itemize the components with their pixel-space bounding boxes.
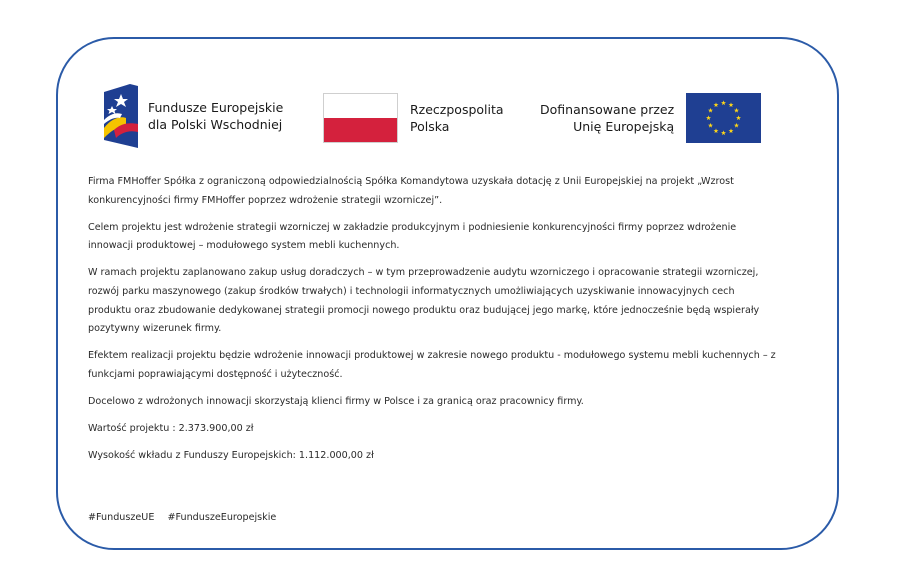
eu-line2: Unię Europejską bbox=[573, 119, 675, 134]
eu-line1: Dofinansowane przez bbox=[540, 102, 675, 117]
hashtags bbox=[88, 509, 276, 527]
paragraph-goal: Celem projektu jest wdrożenie strategii wzorniczej w zakładzie produkcyjnym i podniesienie konkurencyjności firmy poprzez wdrożenie innowacji produktowej – modułowego system mebli kuchennych. bbox=[88, 221, 737, 252]
paragraph-beneficiaries: Docelowo z wdrożonych innowacji skorzystają klienci firmy w Polsce i za granicą oraz pracownicy firmy. bbox=[88, 395, 584, 407]
project-description bbox=[88, 173, 778, 474]
rp-line1: Rzeczpospolita bbox=[410, 102, 504, 117]
fe-line1: Fundusze Europejskie bbox=[148, 100, 284, 115]
paragraph-effect: Efektem realizacji projektu będzie wdrożenie innowacji produktowej w zakresie nowego produktu - modułowego systemu mebli kuchennych – z funkcjami poprawiającymi dostępność i użyteczność. bbox=[88, 350, 776, 380]
eu-contribution: Wysokość wkładu z Funduszy Europejskich: 1.112.000,00 zł bbox=[88, 450, 374, 462]
polish-flag-icon bbox=[323, 93, 398, 143]
eu-flag-icon bbox=[686, 93, 761, 143]
rzeczpospolita-polska-logo bbox=[323, 93, 504, 143]
fundusze-europejskie-emblem-icon bbox=[104, 84, 138, 148]
hashtag-funduszeue[interactable]: #FunduszeUE bbox=[88, 512, 155, 523]
fundusze-europejskie-logo bbox=[104, 84, 283, 148]
paragraph-scope: W ramach projektu zaplanowano zakup usług doradczych – w tym przeprowadzenie audytu wzorniczego i opracowanie strategii wzorniczej, rozwój parku maszynowego (zakup środków trwałych) i technologii informatycznych umożliwiających uzyskiwanie innowacyjnych cech produktu oraz zbudowanie dedykowanej strategii promocji nowego produktu oraz budującej jego markę, które jednocześnie będą wspierały pozytywny wizerunek firmy. bbox=[88, 267, 760, 335]
eu-cofinanced-logo bbox=[540, 93, 761, 143]
hashtag-funduszeeuropejskie[interactable]: #FunduszeEuropejskie bbox=[167, 512, 277, 523]
project-value: Wartość projektu : 2.373.900,00 zł bbox=[88, 423, 254, 435]
paragraph-intro: Firma FMHoffer Spółka z ograniczoną odpowiedzialnością Spółka Komandytowa uzyskała dotację z Unii Europejskiej na projekt „Wzrost konkurencyjności firmy FMHoffer poprzez wdrożenie strategii wzorniczej”. bbox=[88, 176, 734, 206]
fe-line2: dla Polski Wschodniej bbox=[148, 117, 283, 132]
rp-line2: Polska bbox=[410, 119, 450, 134]
